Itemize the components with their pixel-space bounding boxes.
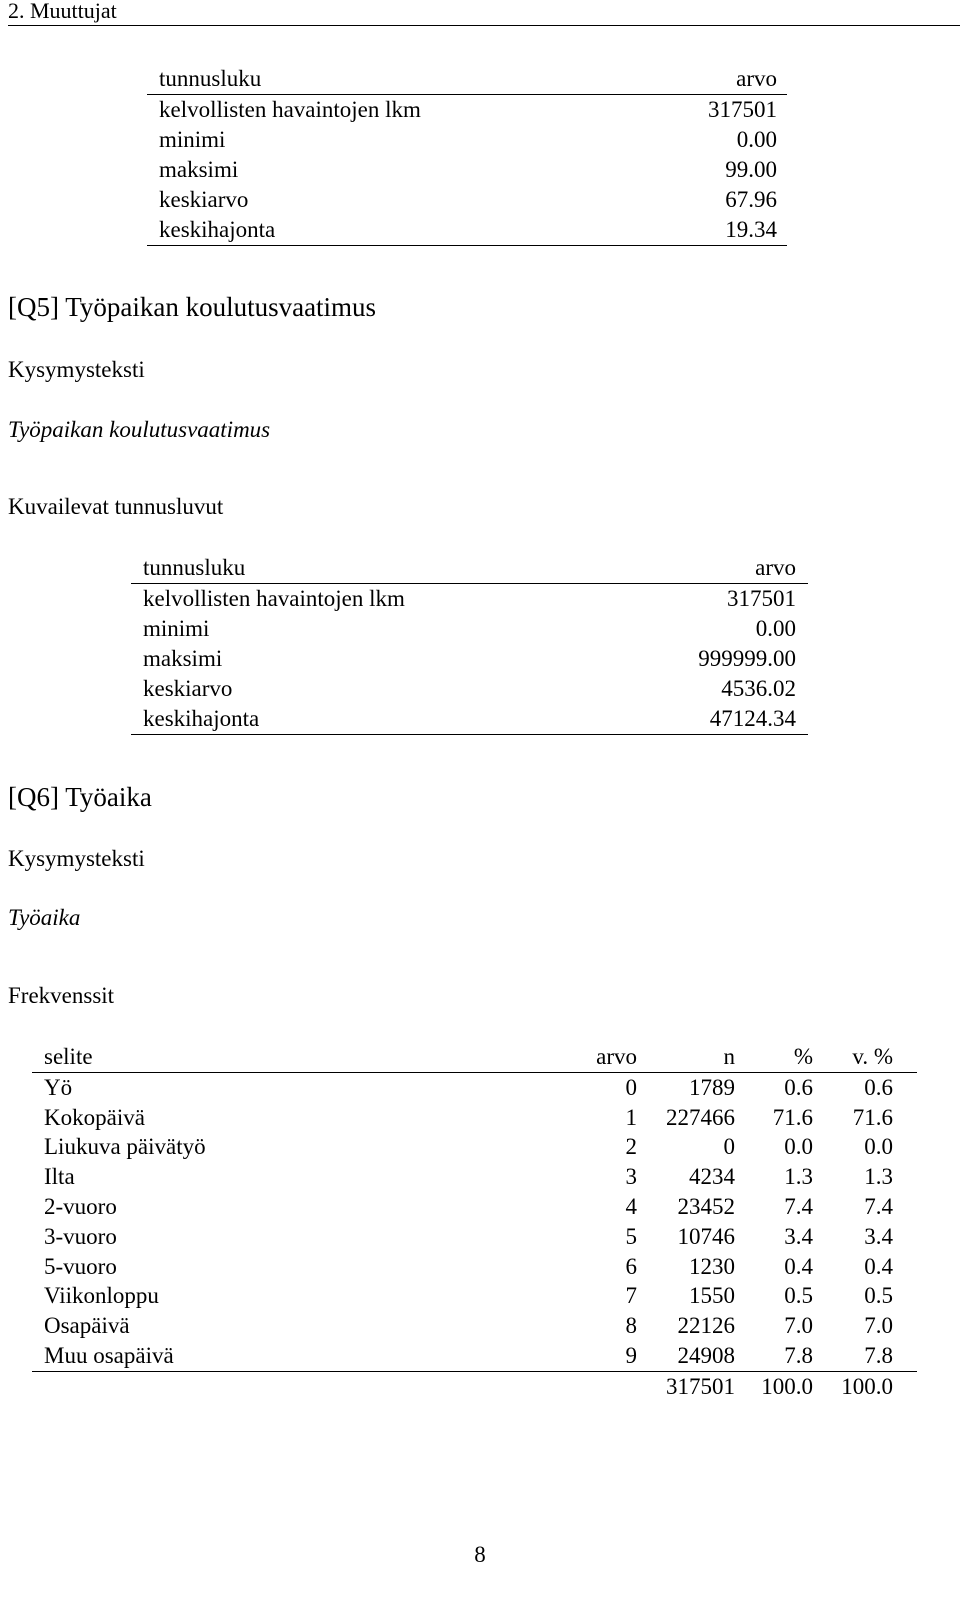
row-value: 0.00 bbox=[755, 616, 796, 641]
column-header-n: n bbox=[637, 1042, 735, 1072]
header-rule bbox=[8, 25, 960, 26]
cell-n: 227466 bbox=[666, 1104, 735, 1130]
cell-selite: Yö bbox=[44, 1074, 73, 1100]
cell-arvo: 2 bbox=[625, 1134, 637, 1160]
row-value: 67.96 bbox=[725, 187, 777, 212]
table-row bbox=[131, 584, 808, 615]
row-label: keskihajonta bbox=[147, 215, 644, 246]
cell-selite: 5-vuoro bbox=[44, 1253, 117, 1279]
column-header-arvo: arvo bbox=[644, 64, 787, 95]
row-value: 4536.02 bbox=[721, 676, 796, 701]
row-value: 317501 bbox=[708, 97, 777, 122]
table-row bbox=[147, 125, 787, 155]
cell-pct: 7.8 bbox=[735, 1341, 813, 1371]
cell-n: 1789 bbox=[689, 1074, 735, 1100]
cell-selite: Viikonloppu bbox=[44, 1283, 159, 1309]
table-row bbox=[32, 1192, 917, 1222]
column-header-tunnusluku: tunnusluku bbox=[147, 64, 644, 95]
cell-selite: 3-vuoro bbox=[44, 1223, 117, 1249]
table-row bbox=[32, 1311, 917, 1341]
cell-arvo-empty bbox=[577, 1371, 637, 1401]
table-row bbox=[147, 215, 787, 246]
table-row bbox=[147, 155, 787, 185]
cell-selite: Kokopäivä bbox=[44, 1104, 145, 1130]
row-label: minimi bbox=[143, 616, 210, 641]
cell-pct: 0.0 bbox=[784, 1134, 813, 1160]
question-text-q5: Työpaikan koulutusvaatimus bbox=[8, 417, 271, 442]
row-value: 19.34 bbox=[644, 215, 787, 246]
question-label-q5: Kysymysteksti bbox=[8, 357, 145, 382]
column-header-arvo: arvo bbox=[577, 1042, 637, 1072]
column-header-arvo: arvo bbox=[614, 553, 808, 584]
cell-n: 1550 bbox=[689, 1283, 735, 1309]
section-heading-q6: [Q6] Työaika bbox=[8, 782, 152, 812]
cell-pct: 3.4 bbox=[784, 1223, 813, 1249]
table-row bbox=[147, 185, 787, 215]
cell-pct: 0.4 bbox=[784, 1253, 813, 1279]
cell-pct: 0.6 bbox=[784, 1074, 813, 1100]
cell-vpct: 7.4 bbox=[864, 1193, 893, 1219]
table-header-row bbox=[32, 1042, 917, 1072]
row-value: 0.00 bbox=[736, 127, 777, 152]
cell-pct: 7.0 bbox=[784, 1313, 813, 1339]
cell-vpct: 7.0 bbox=[864, 1313, 893, 1339]
freq-label-q6: Frekvenssit bbox=[8, 983, 115, 1008]
total-n: 317501 bbox=[666, 1373, 735, 1399]
cell-n: 4234 bbox=[689, 1164, 735, 1190]
table-row bbox=[32, 1252, 917, 1282]
cell-vpct: 1.3 bbox=[864, 1164, 893, 1190]
table-row bbox=[32, 1072, 917, 1102]
cell-vpct: 0.6 bbox=[864, 1074, 893, 1100]
cell-vpct: 0.4 bbox=[864, 1253, 893, 1279]
table-row bbox=[32, 1341, 917, 1371]
cell-arvo: 8 bbox=[625, 1313, 637, 1339]
column-header-tunnusluku: tunnusluku bbox=[131, 553, 614, 584]
table-row bbox=[32, 1103, 917, 1133]
row-label: keskiarvo bbox=[159, 187, 249, 212]
cell-selite: 2-vuoro bbox=[44, 1193, 117, 1219]
row-label: kelvollisten havaintojen lkm bbox=[143, 586, 405, 611]
row-value: 99.00 bbox=[725, 157, 777, 182]
cell-arvo: 4 bbox=[625, 1193, 637, 1219]
table-row bbox=[131, 704, 808, 735]
cell-n: 10746 bbox=[677, 1223, 735, 1249]
row-label: keskiarvo bbox=[143, 676, 233, 701]
cell-n: 1230 bbox=[689, 1253, 735, 1279]
cell-arvo: 7 bbox=[625, 1283, 637, 1309]
row-label: maksimi bbox=[159, 157, 239, 182]
stats-table-q5 bbox=[131, 553, 808, 735]
cell-n: 24908 bbox=[637, 1341, 735, 1371]
cell-vpct: 0.5 bbox=[864, 1283, 893, 1309]
cell-pct: 1.3 bbox=[784, 1164, 813, 1190]
table-row bbox=[32, 1281, 917, 1311]
total-pct: 100.0 bbox=[761, 1373, 813, 1399]
cell-selite: Liukuva päivätyö bbox=[44, 1134, 206, 1160]
cell-n: 23452 bbox=[677, 1193, 735, 1219]
cell-arvo: 0 bbox=[625, 1074, 637, 1100]
table-row bbox=[147, 95, 787, 126]
row-value: 317501 bbox=[727, 586, 796, 611]
row-label: kelvollisten havaintojen lkm bbox=[159, 97, 421, 122]
cell-vpct: 3.4 bbox=[864, 1223, 893, 1249]
cell-arvo: 1 bbox=[625, 1104, 637, 1130]
column-header-pct: % bbox=[735, 1042, 813, 1072]
row-label: minimi bbox=[159, 127, 226, 152]
question-label-q6: Kysymysteksti bbox=[8, 846, 145, 871]
cell-vpct: 0.0 bbox=[864, 1134, 893, 1160]
table-row bbox=[131, 674, 808, 704]
table-row bbox=[32, 1162, 917, 1192]
cell-arvo: 6 bbox=[625, 1253, 637, 1279]
frequency-table-q6 bbox=[32, 1042, 917, 1402]
cell-selite: Muu osapäivä bbox=[32, 1341, 577, 1371]
cell-pct: 71.6 bbox=[772, 1104, 813, 1130]
cell-n: 22126 bbox=[677, 1313, 735, 1339]
cell-pct: 0.5 bbox=[784, 1283, 813, 1309]
row-value: 999999.00 bbox=[698, 646, 796, 671]
table-header-row bbox=[147, 64, 787, 95]
table-row bbox=[32, 1222, 917, 1252]
cell-vpct: 7.8 bbox=[813, 1341, 917, 1371]
cell-arvo: 9 bbox=[577, 1341, 637, 1371]
stats-table-top bbox=[147, 64, 787, 246]
cell-arvo: 3 bbox=[625, 1164, 637, 1190]
cell-vpct: 71.6 bbox=[852, 1104, 893, 1130]
column-header-selite: selite bbox=[32, 1042, 577, 1072]
running-header: 2. Muuttujat bbox=[8, 0, 117, 23]
table-header-row bbox=[131, 553, 808, 584]
cell-selite: Ilta bbox=[44, 1164, 75, 1190]
section-heading-q5: [Q5] Työpaikan koulutusvaatimus bbox=[8, 292, 377, 322]
question-text-q6: Työaika bbox=[8, 905, 81, 930]
table-row bbox=[131, 614, 808, 644]
table-total-row bbox=[32, 1371, 917, 1401]
row-label: maksimi bbox=[143, 646, 223, 671]
row-value: 47124.34 bbox=[614, 704, 808, 735]
cell-arvo: 5 bbox=[625, 1223, 637, 1249]
cell-pct: 7.4 bbox=[784, 1193, 813, 1219]
table-row bbox=[131, 644, 808, 674]
cell-selite-empty bbox=[32, 1371, 577, 1401]
cell-selite: Osapäivä bbox=[44, 1313, 130, 1339]
row-label: keskihajonta bbox=[131, 704, 614, 735]
page-number: 8 bbox=[474, 1542, 486, 1567]
cell-n: 0 bbox=[723, 1134, 735, 1160]
table-row bbox=[32, 1132, 917, 1162]
total-vpct: 100.0 bbox=[841, 1373, 893, 1399]
column-header-vpct: v. % bbox=[813, 1042, 917, 1072]
stats-label-q5: Kuvailevat tunnusluvut bbox=[8, 494, 224, 519]
